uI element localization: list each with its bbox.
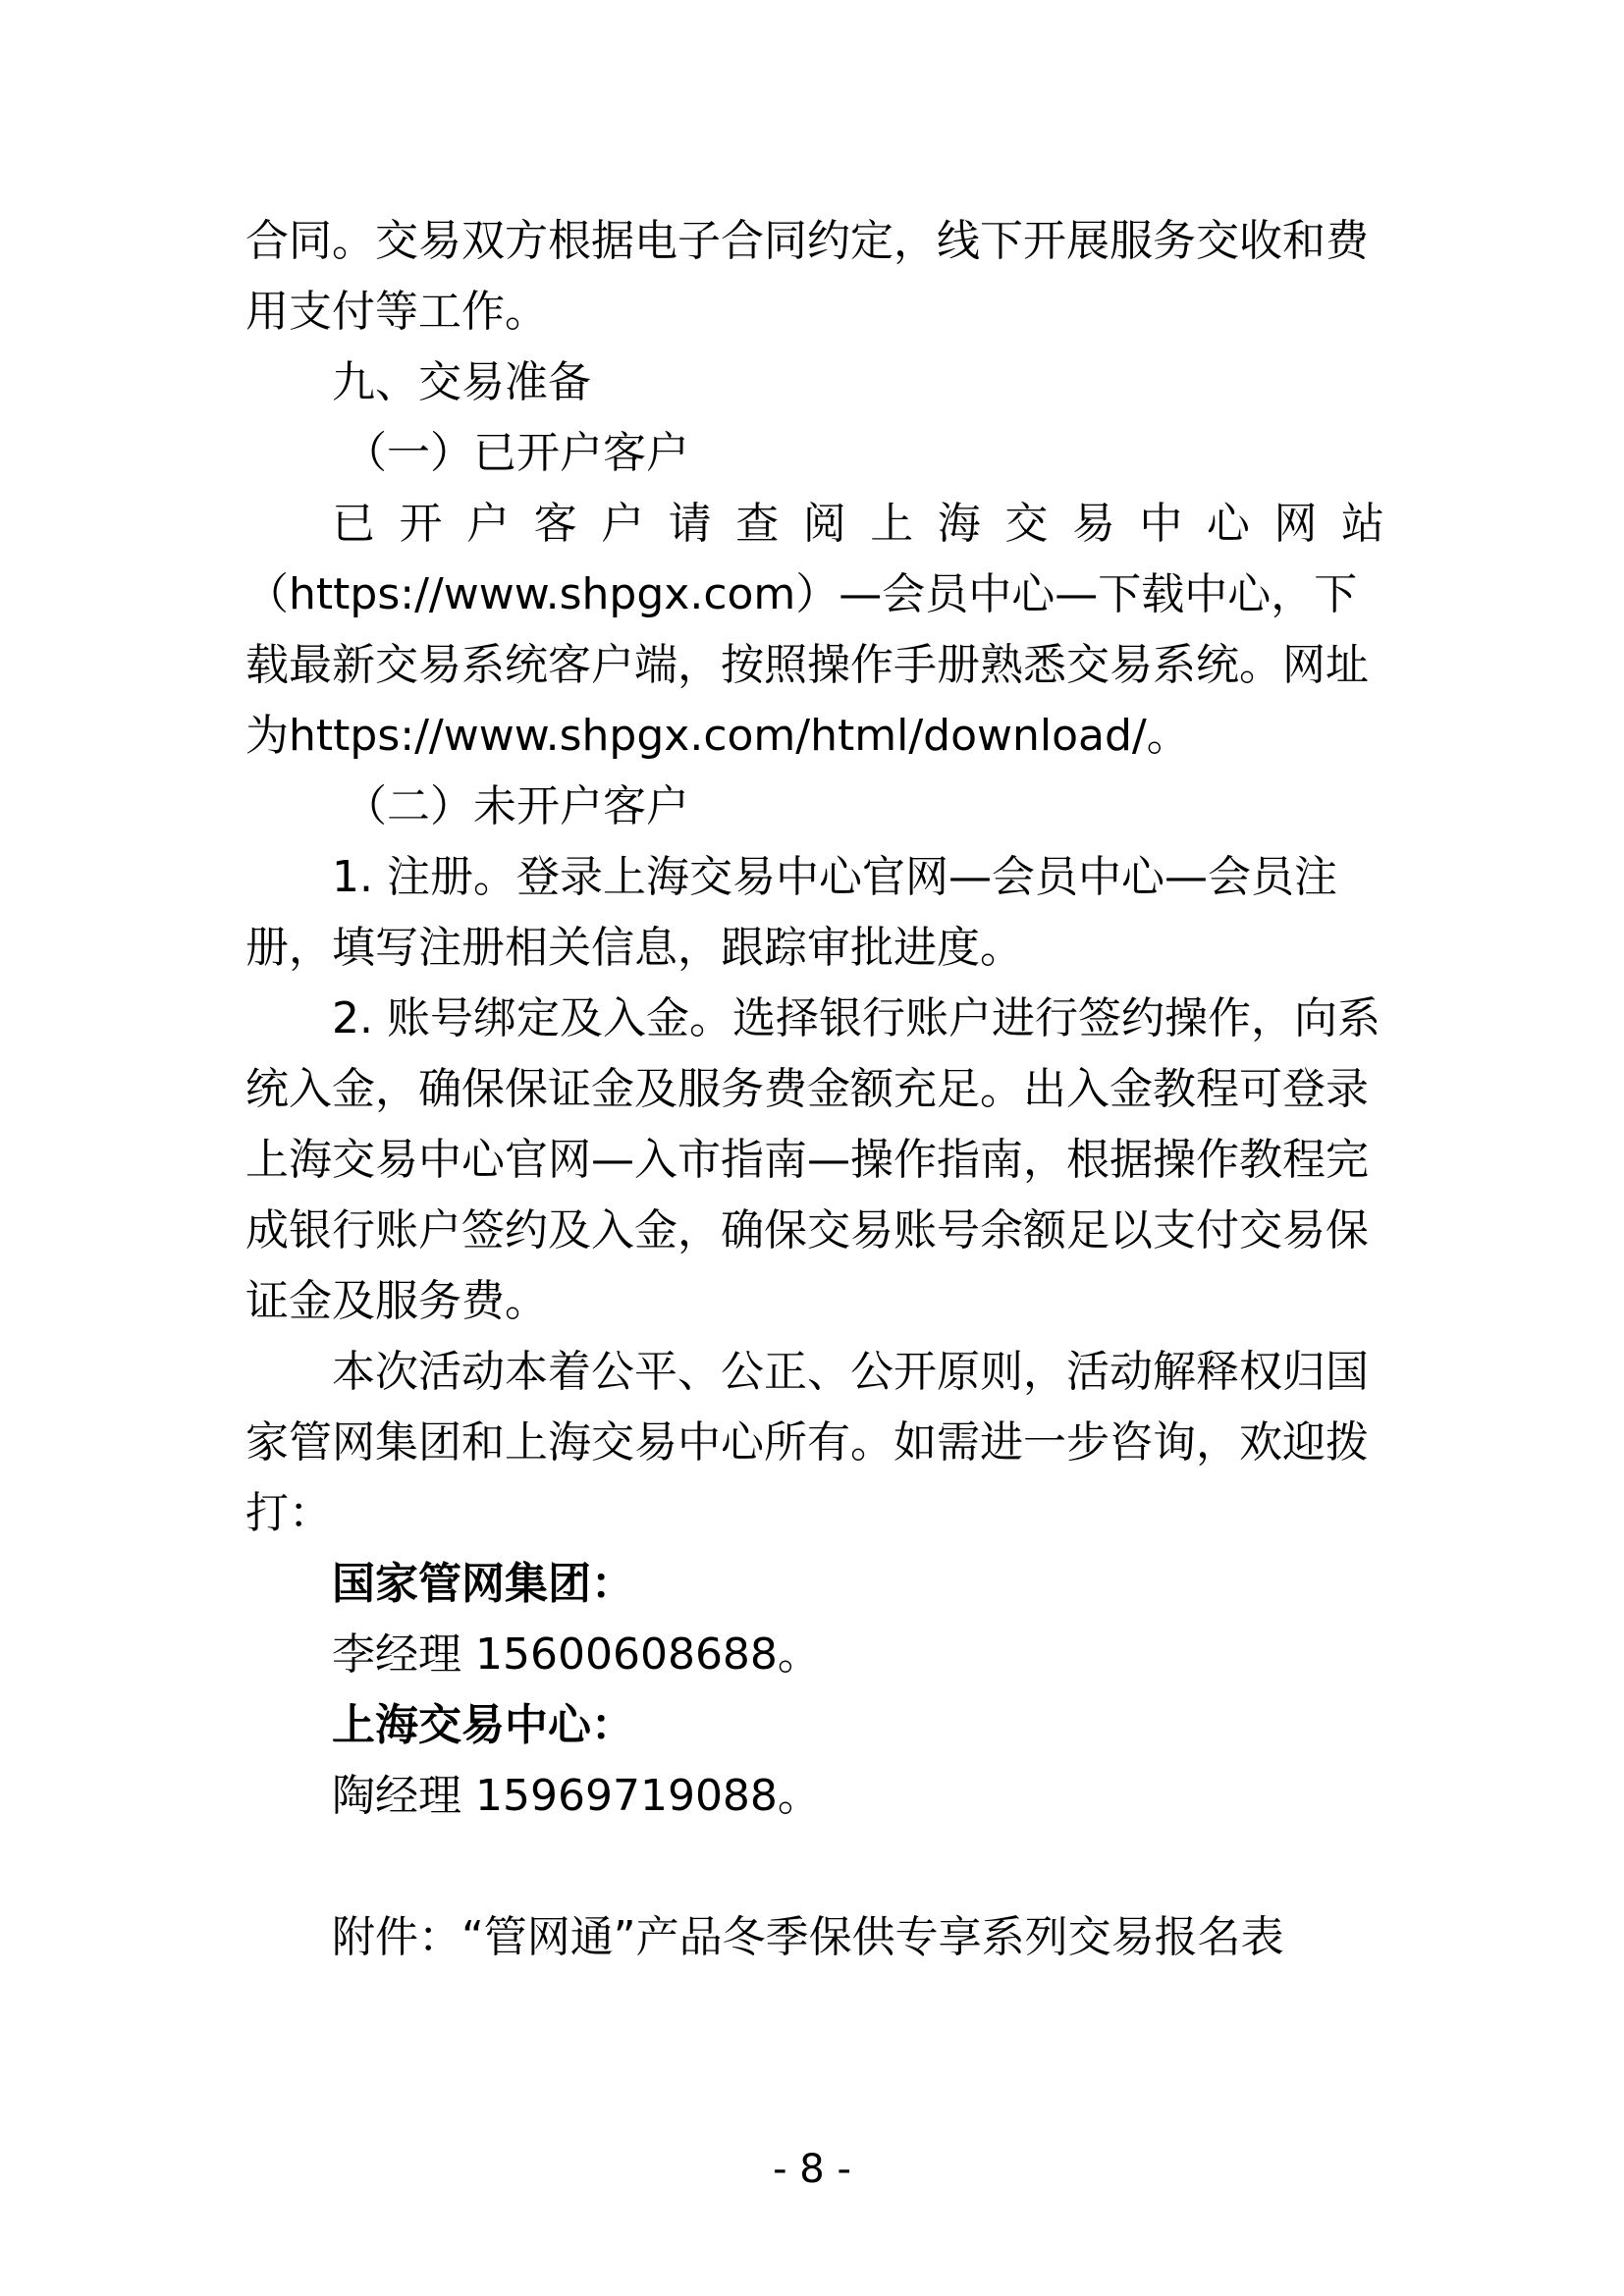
section-heading-trade-preparation: 九、交易准备 bbox=[332, 357, 591, 407]
blank-line bbox=[245, 1832, 1384, 1902]
paragraph-contract: 合同。交易双方根据电子合同约定，线下开展服务交收和费用支付等工作。 bbox=[245, 216, 1369, 337]
contact-person-tao: 陶经理 15969719088。 bbox=[332, 1771, 821, 1821]
page-number: - 8 - bbox=[773, 2147, 851, 2192]
paragraph-account-binding: 2. 账号绑定及入金。选择银行账户进行签约操作，向系统入金，确保保证金及服务费金额充足。出入金教程可登录上海交易中心官网—入市指南—操作指南，根据操作教程完成银行账户签约及入金，确保交易账号余额足以支付交易保证金及服务费。 bbox=[245, 993, 1380, 1326]
subsection-heading-existing-clients: （一）已开户客户 bbox=[344, 428, 689, 478]
paragraph-existing-clients-line1: 已开户客户请查阅上海交易中心网站 bbox=[332, 499, 1384, 549]
paragraph-activity-statement: 本次活动本着公平、公正、公开原则，活动解释权归国家管网集团和上海交易中心所有。如需进一步咨询，欢迎拨打： bbox=[245, 1347, 1369, 1538]
paragraph-existing-clients: （https://www.shpgx.com）—会员中心—下载中心，下载最新交易系统客户端，按照操作手册熟悉交易系统。网址为https://www.shpgx.com/html/download/。 bbox=[245, 569, 1369, 761]
paragraph-registration: 1. 注册。登录上海交易中心官网—会员中心—会员注册，填写注册相关信息，跟踪审批进度。 bbox=[245, 852, 1337, 973]
subsection-heading-new-clients: （二）未开户客户 bbox=[344, 781, 689, 831]
document-body bbox=[245, 206, 1384, 1973]
contact-org-shpgx: 上海交易中心： bbox=[332, 1700, 634, 1750]
contact-person-li: 李经理 15600608688。 bbox=[332, 1629, 821, 1680]
contact-org-pipechina: 国家管网集团： bbox=[332, 1559, 634, 1609]
attachment-line: 附件：“管网通”产品冬季保供专享系列交易报名表 bbox=[332, 1912, 1284, 1962]
